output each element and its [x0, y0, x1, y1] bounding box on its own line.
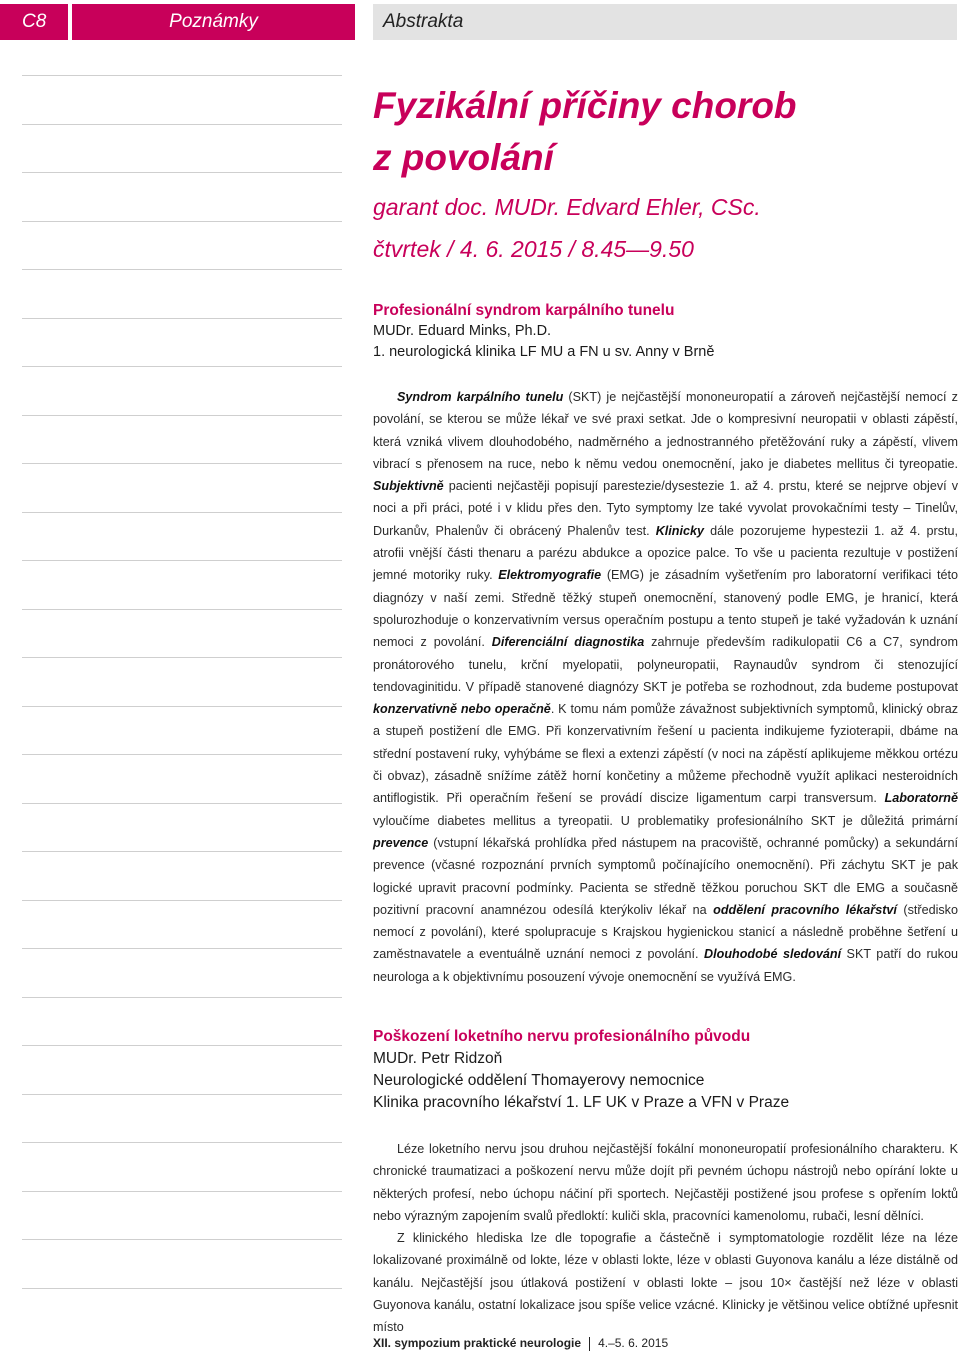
emph-term: prevence [373, 835, 429, 850]
note-line [22, 512, 342, 513]
text-run: (vstupní lékařská prohlídka před nástupem na pracoviště, ochranné pomůcky) a sekundární prevence (včasné rozpoznání prvních symptomů počínajícího onemocnění). Při záchytu SKT je pak logické upravit pracovní podmínky. Pacienta se středně těžkou poruchou SKT dle EMG a současně pozitivní pracovní anamnézou odesílá kterýkoliv lékař na [373, 835, 958, 917]
lecture1-affiliation: 1. neurologická klinika LF MU a FN u sv. Anny v Brně [373, 344, 715, 360]
footer [373, 1336, 668, 1351]
text-run: vyloučíme diabetes mellitus a tyreopatii. U problematiky profesionálního SKT je důležitá primární [373, 813, 958, 828]
session-garant: garant doc. MUDr. Edvard Ehler, CSc. [373, 194, 761, 220]
emph-term: Diferenciální diagnostika [491, 635, 645, 650]
session-title-line1: Fyzikální příčiny chorob [373, 85, 797, 126]
note-line [22, 1045, 342, 1046]
session-title-line2: z povolání [373, 137, 554, 178]
note-line [22, 609, 342, 610]
note-line [22, 560, 342, 561]
session-title [373, 80, 958, 184]
section-header: Abstrakta [373, 4, 957, 40]
notes-lines [22, 0, 342, 1356]
note-line [22, 1239, 342, 1240]
emph-term: Laboratorně [884, 791, 958, 806]
note-line [22, 900, 342, 901]
text-run: (EMG) je zásadním vyšetřením pro laboratorní verifikaci této diagnózy v naší zemi. Středně těžký stupeň onemocnění, stanovený podle EMG, je hranicí, která spolurozhoduje o konzervativním versus operačním postupu a tento stupeň je také vyžadován k uznání nemoci z povolání. [373, 568, 958, 650]
notes-header: Poznámky [72, 4, 355, 40]
text-run: pacienti nejčastěji popisují parestezie/dysestezie 1. až 4. prstu, které se nejprve objeví v noci a při práci, poté i v klidu přes den. Tyto symptomy lze také vyvolat provokačními testy – Tinelův, Durkanův, Phalenův či obrácený Phalenův test. [373, 479, 958, 538]
note-line [22, 221, 342, 222]
footer-event: XII. sympozium praktické neurologie [373, 1336, 582, 1350]
lecture2-affiliation1: Neurologické oddělení Thomayerovy nemocnice [373, 1072, 705, 1089]
note-line [22, 1288, 342, 1289]
note-line [22, 415, 342, 416]
note-line [22, 997, 342, 998]
session-datetime: čtvrtek / 4. 6. 2015 / 8.45—9.50 [373, 236, 694, 262]
emph-term: Subjektivně [373, 479, 444, 494]
note-line [22, 657, 342, 658]
note-line [22, 1142, 342, 1143]
emph-term: oddělení pracovního lékařství [713, 902, 897, 917]
note-line [22, 124, 342, 125]
note-line [22, 706, 342, 707]
emph-term: Klinicky [655, 523, 704, 538]
note-line [22, 948, 342, 949]
note-line [22, 803, 342, 804]
emph-term: Syndrom karpálního tunelu [397, 390, 564, 404]
lecture1-abstract [373, 386, 958, 988]
lecture2-affiliation2: Klinika pracovního lékařství 1. LF UK v Praze a VFN v Praze [373, 1094, 790, 1111]
lecture1-paragraph [373, 386, 958, 988]
note-line [22, 269, 342, 270]
note-line [22, 75, 342, 76]
note-line [22, 1191, 342, 1192]
text-run: (SKT) je nejčastější mononeuropatií a zároveň nejčastější nemocí z povolání, se kterou se může lékař ve své praxi setkat. Jde o kompresivní neuropatii v oblasti zápěstí, která vzniká vlivem dlouhodobého, nadměrného a jednostranného přetěžování ruky a zápěstí, vlivem vibrací s přenosem na ruce, nebo k němu vedou onemocnění, jako je diabetes mellitus či tyreopatie. [373, 390, 958, 471]
note-line [22, 172, 342, 173]
lecture2-author: MUDr. Petr Ridzoň [373, 1050, 503, 1067]
page-code: C8 [0, 4, 68, 40]
footer-separator [589, 1337, 590, 1351]
lecture2-title: Poškození loketního nervu profesionálního původu [373, 1028, 751, 1045]
emph-term: konzervativně nebo operačně [373, 702, 551, 717]
text-run: dále pozorujeme hypestezii 1. až 4. prstu, atrofii vnější části thenaru a parézu abdukce a opozice palce. To vše u pacienta rezultuje v postižení jemné motoriky ruky. [373, 523, 959, 583]
lecture2-paragraph: Léze loketního nervu jsou druhou nejčastější fokální mononeuropatií profesionálního charakteru. K chronické traumatizaci a poškození nervu může dojít při pevném úchopu nástrojů nebo opírání lokte u některých profesí, nebo úchopu náčiní při sportech. Nejčastěji postižené jsou profese s opřením loktů nebo výrazným zapojením svalů předloktí: kuliči skla, pracovníci kamenolomu, rubači, lesní dělníci. [373, 1142, 958, 1223]
lecture2-abstract [373, 1138, 958, 1339]
note-line [22, 1094, 342, 1095]
lecture1-title: Profesionální syndrom karpálního tunelu [373, 302, 675, 319]
lecture2-paragraph: Z klinického hlediska lze dle topografie a částečně i symptomatologie rozdělit léze na léze lokalizované proximálně od lokte, léze v oblasti lokte, léze v oblasti Guyonova kanálu a léze distálně od kanálu. Nejčastější jsou útlaková postižení v oblasti lokte – jsou 10× častější než léze v oblasti Guyonova kanálu, ostatní lokalizace jsou spíše velice vzácné. Klinicky je většinou velice obtížné upřesnit místo [373, 1231, 958, 1335]
note-line [22, 851, 342, 852]
emph-term: Elektromyografie [498, 568, 602, 583]
footer-dates: 4.–5. 6. 2015 [598, 1336, 669, 1350]
text-run: SKT patří do rukou neurologa a k objektivnímu posouzení vývoje onemocnění se využívá EMG. [373, 947, 958, 984]
text-run: zahrnuje především radikulopatii C6 a C7, syndrom pronátorového tunelu, krční myelopatii, polyneuropatii, Raynaudův syndrom či stenozující tendovaginitidu. V případě stanovené diagnózy SKT je potřeba se rozhodnout, zda budeme postupovat [373, 635, 958, 694]
note-line [22, 366, 342, 367]
text-run: . K tomu nám pomůže závažnost subjektivních symptomů, klinický obraz a stupeň postižení dle EMG. Při konzervativním řešení u pacienta indikujeme fyzioterapii, dbáme na střední postavení ruky, vyhýbáme se flexi a extenzi zápěstí (v noci na zápěstí aplikujeme měkkou ortézu či obvaz), zásadně snížíme zátěž horní končetiny a můžeme přechodně využít aplikaci nesteroidních antiflogistik. Při operačním řešení se provádí discize ligamentum carpi transversum. [373, 702, 958, 806]
note-line [22, 463, 342, 464]
note-line [22, 754, 342, 755]
text-run: (středisko nemocí z povolání), které spolupracuje s Krajskou hygienickou stanicí a následně proběhne šetření u zaměstnavatele a eventuálně uznání nemoci z povolání. [373, 902, 958, 962]
note-line [22, 318, 342, 319]
emph-term: Dlouhodobé sledování [704, 947, 842, 962]
lecture1-author: MUDr. Eduard Minks, Ph.D. [373, 323, 552, 339]
